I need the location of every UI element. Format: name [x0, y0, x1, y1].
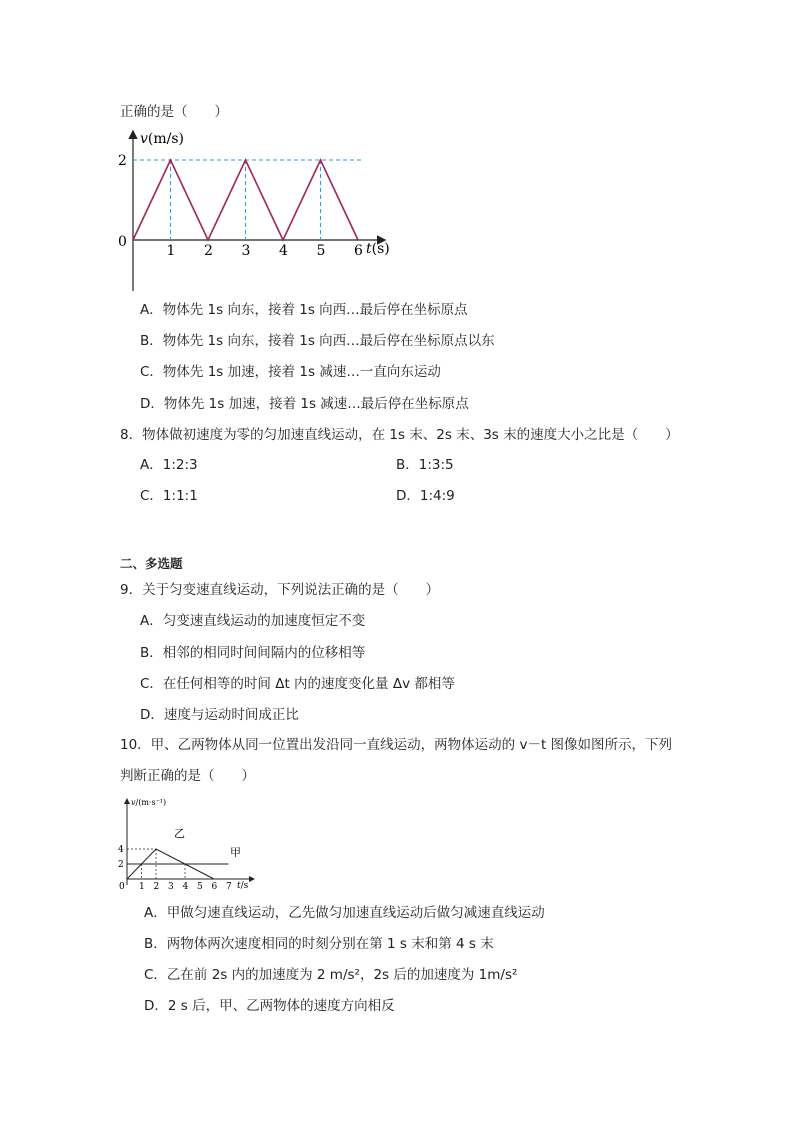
q7-x-tick-label: 4 — [279, 243, 288, 259]
q10-vt-graph — [116, 795, 266, 895]
q9-option-b: B．相邻的相同时间间隔内的位移相等 — [140, 645, 366, 661]
q10-x-tick-label: 2 — [153, 882, 160, 892]
q7-option-b: B．物体先 1s 向东，接着 1s 向西…最后停在坐标原点以东 — [140, 333, 495, 349]
q7-x-tick-label: 6 — [354, 243, 363, 259]
q10-series-label-yi: 乙 — [174, 827, 185, 840]
q10-y-tick-label: 4 — [118, 845, 124, 855]
q9-option-d: D．速度与运动时间成正比 — [140, 707, 299, 723]
q10-x-tick-label: 7 — [226, 882, 232, 892]
q10-option-b: B．两物体两次速度相同的时刻分别在第 1 s 末和第 4 s 末 — [144, 936, 494, 952]
q8-stem: 8．物体做初速度为零的匀加速直线运动，在 1s 末、2s 末、3s 末的速度大小之比是（ ） — [120, 427, 679, 443]
q8-option-c: C．1:1:1 — [140, 488, 198, 504]
q10-y-tick-label: 2 — [118, 860, 124, 870]
q7-vt-graph — [112, 126, 402, 296]
q7-x-tick-label: 1 — [166, 243, 176, 259]
q10-x-tick-label: 1 — [139, 882, 145, 892]
q10-y-axis-label: v/(m·s⁻¹) — [131, 798, 167, 807]
q10-x-tick-label: 4 — [182, 882, 189, 892]
q10-option-d: D．2 s 后，甲、乙两物体的速度方向相反 — [144, 998, 395, 1014]
q7-option-d: D．物体先 1s 加速，接着 1s 减速…最后停在坐标原点 — [140, 396, 469, 412]
q7-x-tick-label: 5 — [316, 243, 326, 259]
q10-x-tick-label: 5 — [197, 882, 203, 892]
q8-option-d: D．1:4:9 — [396, 488, 455, 504]
q10-option-c: C．乙在前 2s 内的加速度为 2 m/s²，2s 后的加速度为 1m/s² — [144, 967, 518, 983]
q10-x-tick-label: 6 — [211, 882, 218, 892]
q7-x-tick-label: 2 — [204, 243, 213, 259]
q7-x-tick-label: 3 — [241, 243, 251, 259]
q10-series-label-jia: 甲 — [230, 846, 241, 859]
q9-option-c: C．在任何相等的时间 Δt 内的速度变化量 Δv 都相等 — [140, 676, 455, 692]
q7-x-axis-label: t(s) — [366, 241, 390, 257]
q10-x-tick-label: 0 — [119, 882, 125, 892]
q10-stem-line1: 10．甲、乙两物体从同一位置出发沿同一直线运动，两物体运动的 v－t 图像如图所示，下列 — [120, 737, 673, 753]
q7-option-a: A．物体先 1s 向东，接着 1s 向西…最后停在坐标原点 — [140, 302, 468, 318]
section-multiple-choice-title: 二、多选题 — [120, 556, 183, 571]
q7-velocity-series — [133, 160, 358, 240]
q10-x-axis-label: t/s — [237, 881, 249, 891]
q10-stem-line2: 判断正确的是（ ） — [120, 768, 255, 784]
q7-y-axis-label: v(m/s) — [140, 131, 185, 147]
q10-option-a: A．甲做匀速直线运动，乙先做匀加速直线运动后做匀减速直线运动 — [144, 905, 545, 921]
q9-option-a: A．匀变速直线运动的加速度恒定不变 — [140, 613, 366, 629]
q7-stem-tail: 正确的是（ ） — [120, 104, 228, 120]
q9-stem: 9．关于匀变速直线运动，下列说法正确的是（ ） — [120, 582, 440, 598]
q8-option-a: A．1:2:3 — [140, 457, 198, 473]
q7-origin-label: 0 — [118, 234, 127, 250]
q10-x-tick-label: 3 — [168, 882, 174, 892]
q7-y-tick-2: 2 — [118, 153, 127, 169]
q7-option-c: C．物体先 1s 加速，接着 1s 减速…一直向东运动 — [140, 364, 441, 380]
q8-option-b: B．1:3:5 — [396, 457, 454, 473]
